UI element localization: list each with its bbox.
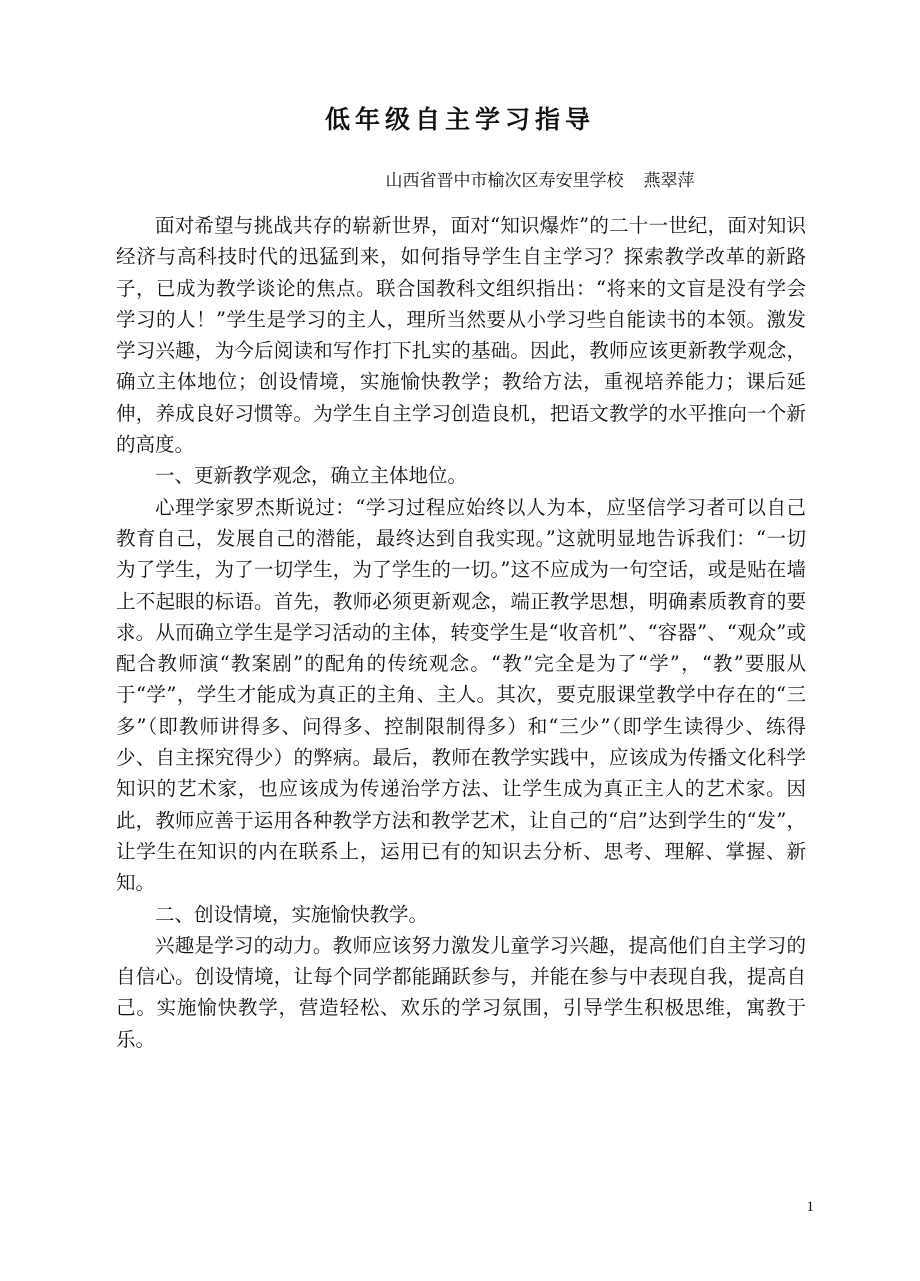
page-number: 1 — [806, 1199, 814, 1215]
section-heading-2: 二、创设情境，实施愉快教学。 — [155, 902, 429, 926]
document-title: 低年级自主学习指导 — [324, 105, 595, 134]
author-name: 燕翠萍 — [643, 171, 695, 191]
paragraph-section-1: 心理学家罗杰斯说过：“学习过程应始终以人为本，应坚信学习者可以自己教育自己，发展自己的潜能，最终达到自我实现。”这就明显地告诉我们：“一切为了学生，为了一切学生，为了学生的一切。”这不应成为一句空话，或是贴在墙上不起眼的标语。首先，教师必须更新观念，端正教学思想，明确素质教育的要求。从而确立学生是学习活动的主体，转变学生是“收音机”、“容器”、“观众”或配合教师演“教案剧”的配角的传统观念。“教”完全是为了“学”，“教”要服从于“学”，学生才能成为真正的主角、主人。其次，要克服课堂教学中存在的“三多”（即教师讲得多、问得多、控制限制得多）和“三少”（即学生读得少、练得少、自主探究得少）的弊病。最后，教师在教学实践中，应该成为传播文化科学知识的艺术家，也应该成为传递治学方法、让学生成为真正主人的艺术家。因此，教师应善于运用各种教学方法和教学艺术，让自己的“启”达到学生的“发”，让学生在知识的内在联系上，运用已有的知识去分析、思考、理解、掌握、新知。 — [116, 495, 806, 895]
section-heading-1: 一、更新教学观念，确立主体地位。 — [155, 464, 468, 488]
paragraph-intro: 面对希望与挑战共存的崭新世界，面对“知识爆炸”的二十一世纪，面对知识经济与高科技时代的迅猛到来，如何指导学生自主学习？探索教学改革的新路子，已成为教学谈论的焦点。联合国教科文组织指出：“将来的文盲是没有学会学习的人！”学生是学习的主人，理所当然要从小学习些自能读书的本领。激发学习兴趣，为今后阅读和写作打下扎实的基础。因此，教师应该更新教学观念，确立主体地位；创设情境，实施愉快教学；教给方法，重视培养能力；课后延伸，养成良好习惯等。为学生自主学习创造良机，把语文教学的水平推向一个新的高度。 — [116, 214, 806, 457]
paragraph-section-2: 兴趣是学习的动力。教师应该努力激发儿童学习兴趣，提高他们自主学习的自信心。创设情境，让每个同学都能踊跃参与，并能在参与中表现自我，提高自己。实施愉快教学，营造轻松、欢乐的学习氛围，引导学生积极思维，寓教于乐。 — [116, 933, 806, 1051]
author-line — [0, 166, 920, 196]
document-body — [116, 210, 806, 1055]
author-school: 山西省晋中市榆次区寿安里学校 — [385, 171, 624, 191]
